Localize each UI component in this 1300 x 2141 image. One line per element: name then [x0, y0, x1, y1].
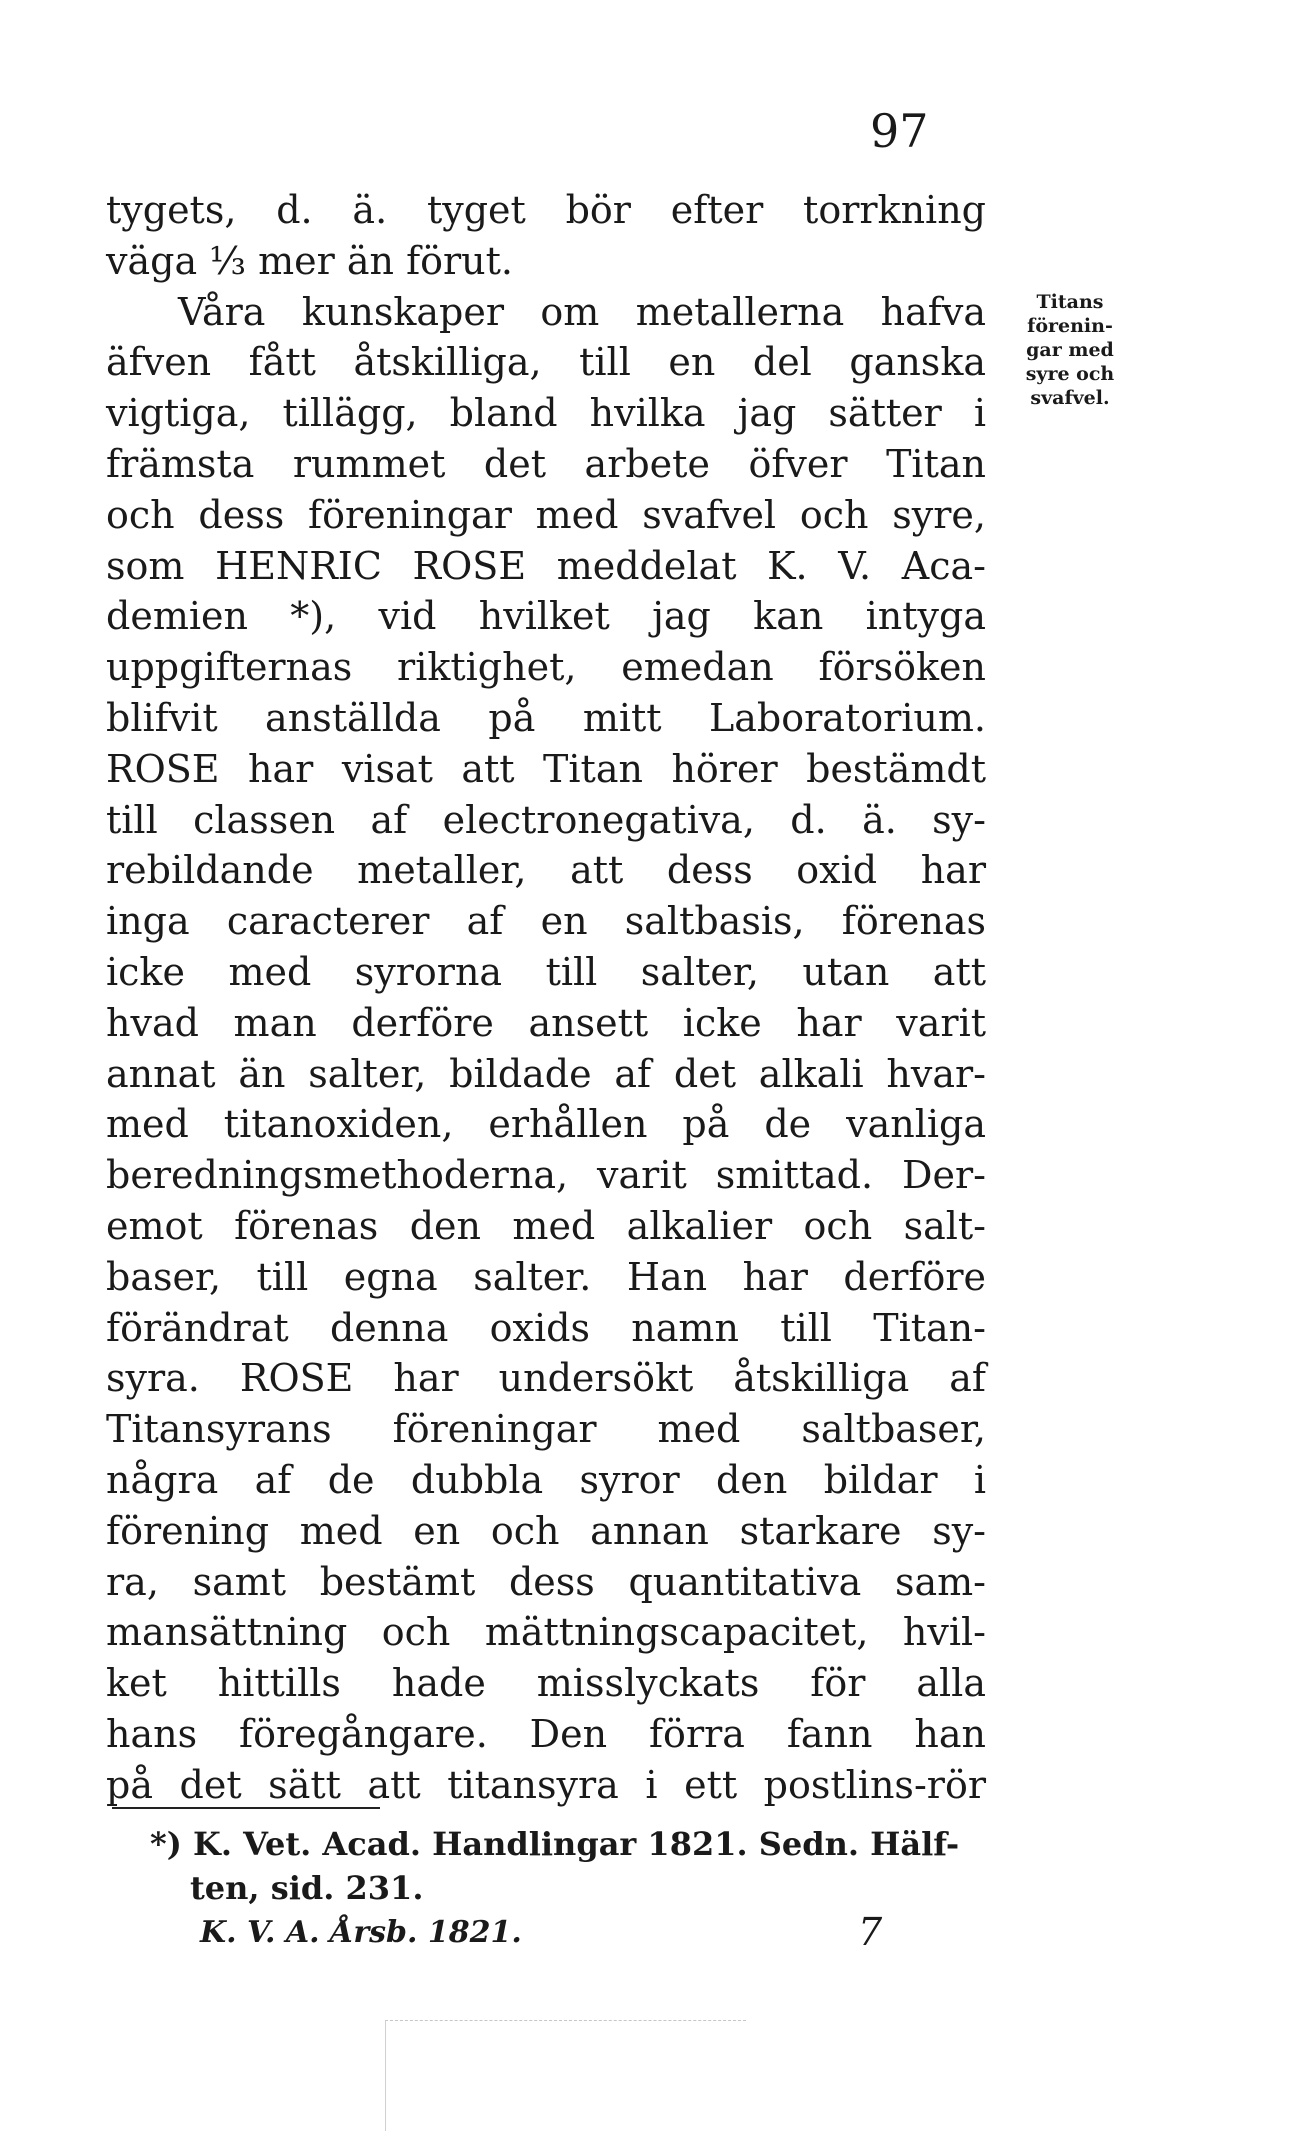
footnote-line: *) K. Vet. Acad. Handlingar 1821. Sedn. Hälf- [150, 1825, 960, 1863]
text-line: baser, till egna salter. Han har derföre [106, 1254, 986, 1299]
margin-note-line: svafvel. [1030, 387, 1110, 409]
text-line: syra. ROSE har undersökt åtskilliga af [106, 1356, 986, 1401]
text-line: emot förenas den med alkalier och salt- [106, 1203, 986, 1248]
text-line: ket hittills hade misslyckats för alla [106, 1661, 986, 1706]
signature-line: K. V. A. Årsb. 1821. [200, 1915, 522, 1950]
page-number: 97 [870, 104, 929, 158]
margin-note-line: förenin- [1027, 315, 1113, 337]
text-line: beredningsmethoderna, varit smittad. Der- [106, 1153, 986, 1198]
text-line: rebildande metaller, att dess oxid har [106, 848, 986, 893]
text-line: vigtiga, tillägg, bland hvilka jag sätter i [106, 391, 986, 436]
text-line: förening med en och annan starkare sy- [106, 1508, 986, 1553]
margin-note-line: gar med [1026, 339, 1114, 361]
text-line: på det sätt att titansyra i ett postlins-rör [106, 1762, 986, 1807]
text-line: tygets, d. ä. tyget bör efter torrkning [106, 188, 986, 232]
footnote-line: ten, sid. 231. [190, 1869, 424, 1907]
text-line: blifvit anställda på mitt Laboratorium. [106, 695, 986, 740]
text-line: annat än salter, bildade af det alkali hvar- [106, 1051, 986, 1096]
text-line: väga ⅓ mer än förut. [106, 238, 513, 283]
text-line: Titansyrans föreningar med saltbaser, [106, 1407, 986, 1452]
text-line: hvad man derföre ansett icke har varit [106, 1000, 986, 1045]
text-line: några af de dubbla syror den bildar i [106, 1457, 986, 1502]
footnote-rule [112, 1807, 380, 1809]
text-line: ra, samt bestämt dess quantitativa sam- [106, 1559, 986, 1604]
text-line: demien *), vid hvilket jag kan intyga [106, 594, 986, 639]
body-text [106, 185, 986, 1811]
text-line: uppgifternas riktighet, emedan försöken [106, 645, 986, 690]
footnote [150, 1822, 1000, 1910]
text-line: och dess föreningar med svafvel och syre, [106, 492, 986, 537]
text-line: hans föregångare. Den förra fann han [106, 1711, 986, 1756]
margin-note-line: syre och [1025, 363, 1115, 385]
margin-note [1005, 290, 1135, 410]
signature-mark: 7 [858, 1910, 883, 1954]
text-line: till classen af electronegativa, d. ä. sy- [106, 797, 986, 842]
margin-note-line: Titans [1036, 291, 1104, 313]
text-line: inga caracterer af en saltbasis, förenas [106, 899, 986, 944]
text-line: främsta rummet det arbete öfver Titan [106, 441, 986, 486]
text-line: med titanoxiden, erhållen på de vanliga [106, 1102, 986, 1147]
text-line: förändrat denna oxids namn till Titan- [106, 1305, 986, 1350]
text-line: äfven fått åtskilliga, till en del ganska [106, 340, 986, 385]
text-line: Våra kunskaper om metallerna hafva [178, 289, 986, 334]
text-line: ROSE har visat att Titan hörer bestämdt [106, 746, 986, 791]
text-line: mansättning och mättningscapacitet, hvil- [106, 1610, 986, 1655]
bleed-through-mark [385, 2020, 746, 2131]
text-line: icke med syrorna till salter, utan att [106, 949, 986, 994]
text-line: som HENRIC ROSE meddelat K. V. Aca- [106, 543, 986, 588]
